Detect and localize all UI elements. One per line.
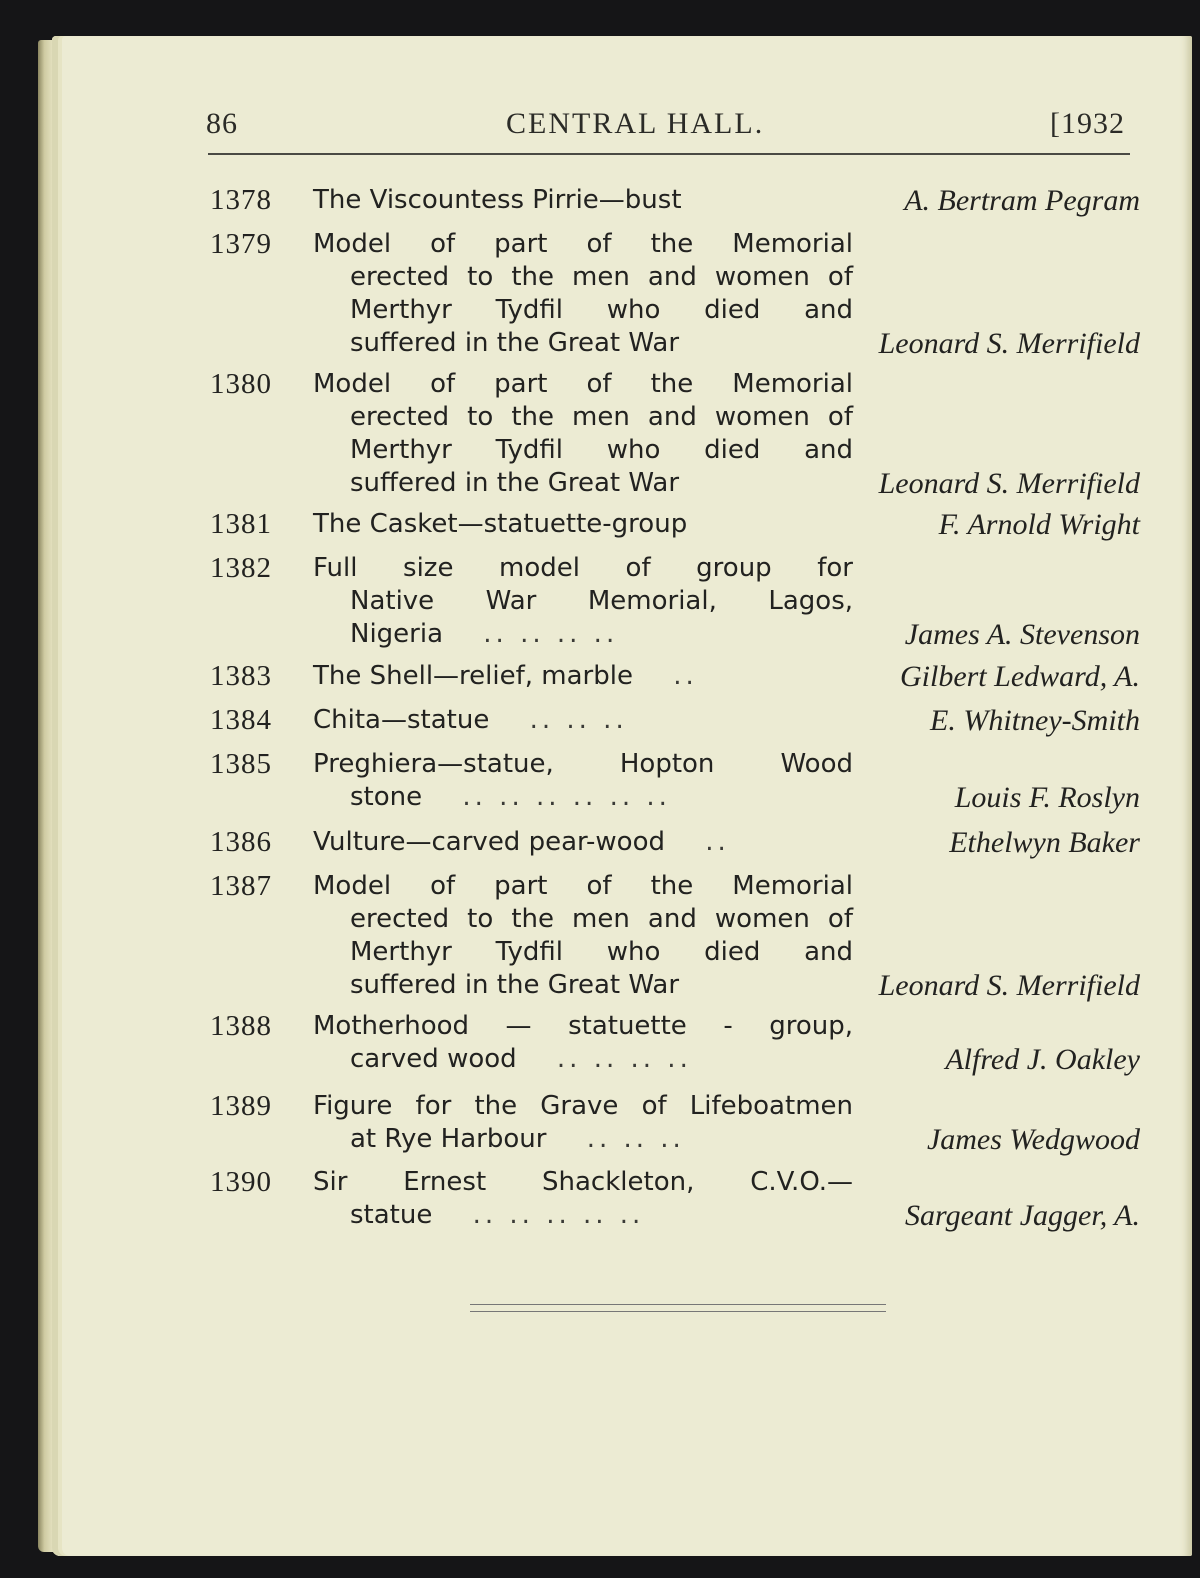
entry-title-line [313,1090,853,1123]
dot-leader: .. .. .. .. .. .. [450,782,671,812]
artist-name: Sargeant Jagger, A. [905,1199,1140,1232]
header-rule [208,153,1130,155]
entry-title-line [313,552,853,585]
entry-title-text: erected to the men and women of [350,402,853,432]
artist-name: Leonard S. Merrifield [878,969,1140,1002]
entry-title-line [350,781,853,814]
entry-title-line [350,261,853,294]
entry-title-text: Model of part of the Memorial [313,871,853,901]
entry-title-line [313,1010,853,1043]
dot-leader: .. [660,661,698,691]
entry-title-line [313,826,853,859]
entry-title-text: Full size model of group for [313,553,853,583]
entry-title-line [350,1199,853,1232]
entry-title-line [313,704,853,737]
dot-leader: .. .. .. .. [471,619,619,649]
entry-number: 1390 [210,1166,272,1198]
entry-number: 1384 [210,704,272,736]
entry-title-text: Vulture—carved pear-wood [313,827,666,857]
entry-title-text: Sir Ernest Shackleton, C.V.O.— [313,1167,853,1197]
entry-title-line [350,294,853,327]
entry-title-line [313,508,853,541]
artist-name: Leonard S. Merrifield [878,467,1140,500]
artist-name: F. Arnold Wright [938,508,1140,541]
artist-name: A. Bertram Pegram [904,184,1140,217]
entry-title-line [313,1166,853,1199]
entry-title-text: statue [350,1200,433,1230]
entry-title-text: The Shell—relief, marble [313,661,633,691]
running-year: [1932 [1050,107,1125,140]
entry-title-text: Motherhood — statuette - group, [313,1011,853,1041]
entry-title-line [350,1123,853,1156]
entry-title-line [313,368,853,401]
entry-number: 1385 [210,748,272,780]
entry-title-line [350,936,853,969]
entry-title-text: Model of part of the Memorial [313,229,853,259]
entry-title-line [350,467,853,500]
dot-leader: .. .. .. .. [544,1044,692,1074]
entry-number: 1386 [210,826,272,858]
entry-number: 1380 [210,368,272,400]
entry-title-line [313,748,853,781]
running-title: CENTRAL HALL. [506,107,765,140]
entry-number: 1388 [210,1010,272,1042]
entry-title-line [350,401,853,434]
entry-title-line [313,184,853,217]
end-rule [470,1304,886,1312]
entry-title-line [350,1043,853,1076]
entry-title-text: at Rye Harbour [350,1124,547,1154]
entry-title-text: Preghiera—statue, Hopton Wood [313,749,853,779]
entry-title-text: Model of part of the Memorial [313,369,853,399]
artist-name: Louis F. Roslyn [954,781,1140,814]
entry-title-line [313,228,853,261]
entry-title-line [350,585,853,618]
entry-title-text: Nigeria [350,619,444,649]
entry-number: 1389 [210,1090,272,1122]
entry-title-line [350,618,853,651]
entry-title-text: stone [350,782,423,812]
artist-name: Alfred J. Oakley [945,1043,1140,1076]
entry-title-text: The Casket—statuette-group [313,509,688,539]
entry-title-text: Merthyr Tydfil who died and [350,295,853,325]
entry-number: 1387 [210,870,272,902]
dot-leader: .. .. .. .. .. [460,1200,645,1230]
dot-leader: .. .. .. [517,705,628,735]
entry-title-text: suffered in the Great War [350,970,680,1000]
entry-title-text: Merthyr Tydfil who died and [350,937,853,967]
entry-title-text: suffered in the Great War [350,468,680,498]
artist-name: E. Whitney-Smith [930,704,1140,737]
entry-title-line [313,660,853,693]
entry-title-text: Figure for the Grave of Lifeboatmen [313,1091,853,1121]
artist-name: James A. Stevenson [904,618,1140,651]
artist-name: Gilbert Ledward, A. [899,660,1140,693]
dot-leader: .. [693,827,730,857]
artist-name: Ethelwyn Baker [949,826,1140,859]
entry-title-line [350,434,853,467]
entry-title-line [350,327,853,360]
entry-title-text: suffered in the Great War [350,328,680,358]
entry-number: 1381 [210,508,272,540]
entry-number: 1379 [210,228,272,260]
entry-title-text: erected to the men and women of [350,262,853,292]
entry-title-text: The Viscountess Pirrie—bust [313,185,682,215]
entry-number: 1382 [210,552,272,584]
entry-title-line [313,870,853,903]
entry-title-line [350,969,853,1002]
artist-name: Leonard S. Merrifield [878,327,1140,360]
entry-title-text: erected to the men and women of [350,904,853,934]
entry-number: 1383 [210,660,272,692]
entry-title-text: carved wood [350,1044,517,1074]
entry-title-text: Native War Memorial, Lagos, [350,586,853,616]
entry-title-text: Chita—statue [313,705,490,735]
entry-number: 1378 [210,184,272,216]
page-number: 86 [206,107,238,140]
entry-title-line [350,903,853,936]
entry-title-text: Merthyr Tydfil who died and [350,435,853,465]
artist-name: James Wedgwood [926,1123,1140,1156]
dot-leader: .. .. .. [574,1124,685,1154]
